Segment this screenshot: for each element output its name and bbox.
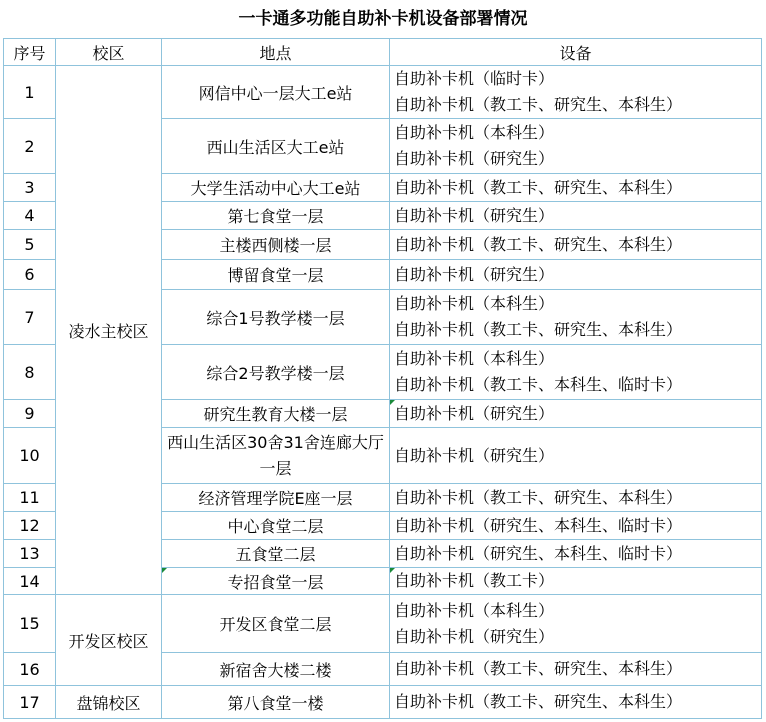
seq-cell[interactable]: 5 [4, 230, 56, 260]
deployment-table [3, 38, 762, 719]
seq-cell[interactable]: 15 [4, 595, 56, 653]
seq-cell[interactable]: 14 [4, 568, 56, 595]
campus-cell-lingshui[interactable]: 凌水主校区 [56, 66, 162, 595]
equipment-line: 自助补卡机（研究生） [394, 403, 555, 423]
equipment-line: 自助补卡机（本科生） [394, 349, 555, 368]
location-cell[interactable]: 综合2号教学楼一层 [162, 345, 390, 400]
equipment-cell[interactable] [390, 290, 762, 345]
header-campus[interactable]: 校区 [56, 39, 162, 66]
seq-cell[interactable]: 2 [4, 119, 56, 174]
equipment-line: 自助补卡机（教工卡、研究生、本科生） [394, 177, 683, 197]
equipment-line: 自助补卡机（研究生、本科生、临时卡） [394, 543, 683, 563]
table-row [4, 66, 762, 119]
equipment-cell[interactable] [390, 512, 762, 540]
equipment-line: 自助补卡机（教工卡、研究生、本科生） [394, 320, 683, 339]
equipment-line: 自助补卡机（教工卡、研究生、本科生） [394, 487, 683, 507]
seq-cell[interactable]: 3 [4, 174, 56, 202]
equipment-line: 自助补卡机（研究生） [394, 205, 555, 225]
equipment-cell[interactable] [390, 174, 762, 202]
equipment-cell[interactable] [390, 540, 762, 568]
seq-cell[interactable]: 4 [4, 202, 56, 230]
table-title: 一卡通多功能自助补卡机设备部署情况 [238, 9, 528, 29]
seq-cell[interactable]: 16 [4, 653, 56, 686]
seq-cell[interactable]: 6 [4, 260, 56, 290]
location-cell[interactable]: 第七食堂一层 [162, 202, 390, 230]
seq-cell[interactable]: 10 [4, 428, 56, 484]
seq-cell[interactable]: 7 [4, 290, 56, 345]
table-row [4, 595, 762, 653]
location-cell[interactable]: 新宿舍大楼二楼 [162, 653, 390, 686]
equipment-line: 自助补卡机（教工卡、研究生、本科生） [394, 95, 683, 114]
equipment-cell[interactable] [390, 260, 762, 290]
equipment-cell[interactable] [390, 428, 762, 484]
location-cell[interactable] [162, 428, 390, 484]
location-cell[interactable]: 西山生活区大工e站 [162, 119, 390, 174]
equipment-cell[interactable] [390, 568, 762, 595]
equipment-line: 自助补卡机（研究生） [394, 445, 555, 465]
location-cell[interactable]: 网信中心一层大工e站 [162, 66, 390, 119]
seq-cell[interactable]: 8 [4, 345, 56, 400]
equipment-line: 自助补卡机（研究生） [394, 264, 555, 284]
equipment-line: 自助补卡机（教工卡） [394, 571, 555, 590]
equipment-cell[interactable] [390, 345, 762, 400]
seq-cell[interactable]: 11 [4, 484, 56, 512]
equipment-cell[interactable] [390, 119, 762, 174]
location-text: 西山生活区30舍31舍连廊大厅一层 [167, 432, 384, 478]
campus-cell-kaifa[interactable]: 开发区校区 [56, 595, 162, 686]
location-cell[interactable]: 第八食堂一楼 [162, 686, 390, 719]
campus-cell-panjin[interactable]: 盘锦校区 [56, 686, 162, 719]
location-cell[interactable]: 专招食堂一层 [162, 568, 390, 595]
location-cell[interactable]: 主楼西侧楼一层 [162, 230, 390, 260]
seq-cell[interactable]: 13 [4, 540, 56, 568]
equipment-cell[interactable] [390, 202, 762, 230]
location-cell[interactable]: 五食堂二层 [162, 540, 390, 568]
table-row [4, 686, 762, 719]
equipment-line: 自助补卡机（教工卡、研究生、本科生） [394, 659, 683, 678]
seq-cell[interactable]: 12 [4, 512, 56, 540]
equipment-line: 自助补卡机（研究生、本科生、临时卡） [394, 515, 683, 535]
equipment-line: 自助补卡机（教工卡、本科生、临时卡） [394, 375, 683, 394]
location-cell[interactable]: 博留食堂一层 [162, 260, 390, 290]
equipment-line: 自助补卡机（研究生） [394, 149, 555, 168]
equipment-line: 自助补卡机（教工卡、研究生、本科生） [394, 234, 683, 254]
header-row [4, 39, 762, 66]
seq-cell[interactable]: 1 [4, 66, 56, 119]
equipment-line: 自助补卡机（教工卡、研究生、本科生） [394, 692, 683, 711]
equipment-line: 自助补卡机（本科生） [394, 600, 555, 620]
equipment-line: 自助补卡机（本科生） [394, 294, 555, 313]
seq-cell[interactable]: 17 [4, 686, 56, 719]
equipment-cell[interactable] [390, 400, 762, 428]
equipment-cell[interactable] [390, 653, 762, 686]
equipment-cell[interactable] [390, 484, 762, 512]
location-cell[interactable]: 研究生教育大楼一层 [162, 400, 390, 428]
header-location[interactable]: 地点 [162, 39, 390, 66]
equipment-line: 自助补卡机（临时卡） [394, 69, 555, 88]
equipment-cell[interactable] [390, 66, 762, 119]
header-equipment[interactable]: 设备 [390, 39, 762, 66]
equipment-line: 自助补卡机（本科生） [394, 123, 555, 142]
header-seq[interactable]: 序号 [4, 39, 56, 66]
location-cell[interactable]: 综合1号教学楼一层 [162, 290, 390, 345]
location-cell[interactable]: 经济管理学院E座一层 [162, 484, 390, 512]
location-cell[interactable]: 大学生活动中心大工e站 [162, 174, 390, 202]
equipment-cell[interactable] [390, 595, 762, 653]
equipment-line: 自助补卡机（研究生） [394, 626, 555, 646]
seq-cell[interactable]: 9 [4, 400, 56, 428]
equipment-cell[interactable] [390, 230, 762, 260]
location-cell[interactable]: 开发区食堂二层 [162, 595, 390, 653]
location-cell[interactable]: 中心食堂二层 [162, 512, 390, 540]
equipment-cell[interactable] [390, 686, 762, 719]
